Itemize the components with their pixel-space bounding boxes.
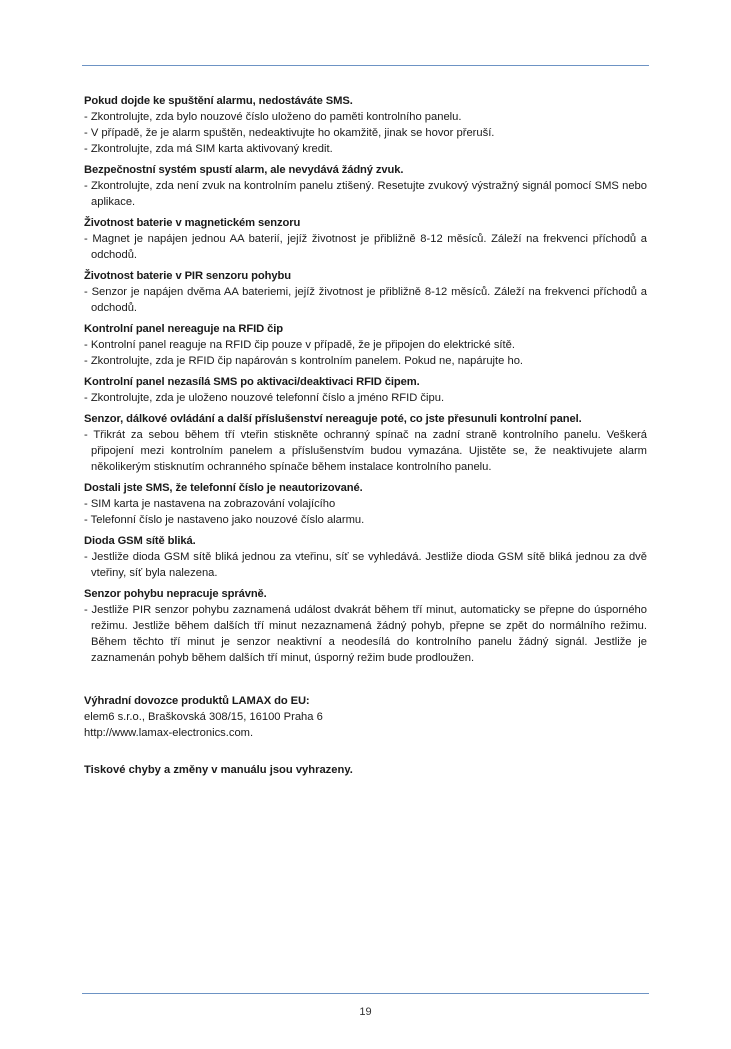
importer-info	[84, 693, 647, 741]
importer-heading: Výhradní dovozce produktů LAMAX do EU:	[84, 695, 310, 707]
section-line: - Zkontrolujte, zda je uloženo nouzové telefonní číslo a jméno RFID čipu.	[84, 392, 445, 404]
section-line: - Magnet je napájen jednou AA baterií, jejíž životnost je přibližně 8-12 měsíců. Záleží na frekvenci příchodů a odchodů.	[84, 233, 647, 261]
section-line: - Jestliže dioda GSM sítě bliká jednou za vteřinu, síť se vyhledává. Jestliže dioda GSM sítě bliká jednou za dvě vteřiny, síť byla nalezena.	[84, 551, 647, 579]
section-line: - Zkontrolujte, zda je RFID čip napárován s kontrolním panelem. Pokud ne, napárujte ho.	[84, 355, 524, 367]
faq-section	[84, 215, 647, 263]
footer-rule	[82, 993, 649, 994]
faq-section	[84, 268, 647, 316]
faq-section	[84, 411, 647, 475]
troubleshooting-content	[84, 93, 647, 778]
section-line: - Jestliže PIR senzor pohybu zaznamená událost dvakrát během tří minut, automaticky se přepne do úsporného režimu. Jestliže během dalších tří minut nezaznamená žádný pohyb, přepne se zpět do normálního režimu. Během těchto tří minut je senzor neaktivní a neodesílá do kontrolního panelu žádný signál. Jestliže je zaznamenán pohyb během dalších tří minut, úsporný režim bude prodloužen.	[84, 604, 647, 664]
section-line: - Telefonní číslo je nastaveno jako nouzové číslo alarmu.	[84, 514, 365, 526]
section-heading: Senzor, dálkové ovládání a další příslušenství nereaguje poté, co jste přesunuli kontrolní panel.	[84, 413, 582, 425]
section-line: - SIM karta je nastavena na zobrazování volajícího	[84, 498, 336, 510]
section-heading: Dioda GSM sítě bliká.	[84, 535, 196, 547]
section-heading: Životnost baterie v magnetickém senzoru	[84, 217, 301, 229]
section-heading: Životnost baterie v PIR senzoru pohybu	[84, 270, 291, 282]
faq-section	[84, 533, 647, 581]
section-heading: Kontrolní panel nereaguje na RFID čip	[84, 323, 283, 335]
section-heading: Pokud dojde ke spuštění alarmu, nedostáváte SMS.	[84, 95, 353, 107]
section-line: - V případě, že je alarm spuštěn, nedeaktivujte ho okamžitě, jinak se hovor přeruší.	[84, 127, 495, 139]
section-heading: Bezpečnostní systém spustí alarm, ale nevydává žádný zvuk.	[84, 164, 404, 176]
faq-sections	[84, 93, 647, 666]
page-number: 19	[359, 1006, 372, 1018]
faq-section	[84, 321, 647, 369]
section-heading: Dostali jste SMS, že telefonní číslo je neautorizované.	[84, 482, 363, 494]
section-heading: Kontrolní panel nezasílá SMS po aktivaci/deaktivaci RFID čipem.	[84, 376, 420, 388]
section-line: - Třikrát za sebou během tří vteřin stiskněte ochranný spínač na zadní straně kontrolního panelu. Veškerá připojení mezi kontrolním panelem a příslušenstvím budou vymazána. Ujistěte se, že neaktivujete alarm několikerým stisknutím ochranného spínače během instalace kontrolního panelu.	[84, 429, 647, 473]
section-line: - Kontrolní panel reaguje na RFID čip pouze v případě, že je připojen do elektrické sítě.	[84, 339, 515, 351]
section-heading: Senzor pohybu nepracuje správně.	[84, 588, 267, 600]
faq-section	[84, 374, 647, 406]
section-line: - Zkontrolujte, zda má SIM karta aktivovaný kredit.	[84, 143, 333, 155]
section-line: - Zkontrolujte, zda není zvuk na kontrolním panelu ztišený. Resetujte zvukový výstražný signál pomocí SMS nebo aplikace.	[84, 180, 647, 208]
importer-website[interactable]: http://www.lamax-electronics.com.	[84, 727, 254, 739]
importer-address: elem6 s.r.o., Braškovská 308/15, 16100 Praha 6	[84, 711, 323, 723]
faq-section	[84, 586, 647, 666]
faq-section	[84, 480, 647, 528]
faq-section	[84, 162, 647, 210]
section-line: - Senzor je napájen dvěma AA bateriemi, jejíž životnost je přibližně 8-12 měsíců. Záleží na frekvenci příchodů a odchodů.	[84, 286, 647, 314]
header-rule	[82, 65, 649, 66]
disclaimer: Tiskové chyby a změny v manuálu jsou vyhrazeny.	[84, 764, 353, 776]
section-line: - Zkontrolujte, zda bylo nouzové číslo uloženo do paměti kontrolního panelu.	[84, 111, 462, 123]
faq-section	[84, 93, 647, 157]
